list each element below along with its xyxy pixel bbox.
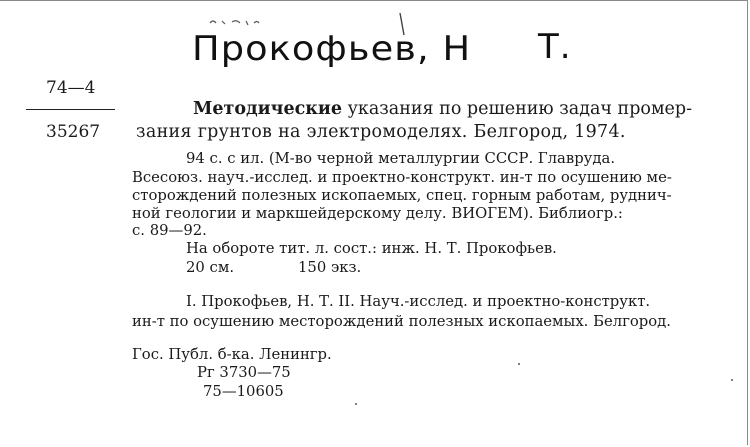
description-line: ной геологии и маркшейдерскому делу. ВИОГЕМ). Библиогр.: [132,205,623,222]
title-line-2: зания грунтов на электромоделях. Белгород, 1974. [136,122,626,142]
description-line: с. 89—92. [132,222,207,239]
library-name: Гос. Публ. б-ка. Ленингр. [132,346,332,363]
handwritten-author-name: Прокофьев, Н [192,29,472,69]
title-line-1 [193,99,692,119]
call-number-bottom: 35267 [46,122,101,142]
library-number-1: Рг 3730—75 [197,364,291,381]
speck [518,363,520,365]
format-copies: 150 экз. [298,259,362,276]
description-line: 94 с. с ил. (М-во черной металлургии СССР. Главруда. [186,150,616,167]
handwritten-author-initial: Т. [538,27,572,67]
speck [355,403,357,405]
description-line: Всесоюз. науч.-исслед. и проектно-конструкт. ин-т по осушению ме- [132,169,672,186]
call-number-divider [26,109,115,110]
description-line: сторождений полезных ископаемых, спец. горным работам, руднич- [132,187,672,204]
tracing-line: ин-т по осушению месторождений полезных ископаемых. Белгород. [132,313,671,330]
tracing-line: I. Прокофьев, Н. Т. II. Науч.-исслед. и проектно-конструкт. [186,293,651,310]
library-number-2: 75—10605 [203,383,284,400]
call-number-top: 74—4 [46,78,96,98]
format-size: 20 см. [186,259,235,276]
compiler-note: На обороте тит. л. сост.: инж. Н. Т. Прокофьев. [186,240,557,257]
speck [731,379,733,381]
title-line-1-rest: указания по решению задач промер- [342,99,693,119]
title-first-word: Методические [193,99,343,119]
